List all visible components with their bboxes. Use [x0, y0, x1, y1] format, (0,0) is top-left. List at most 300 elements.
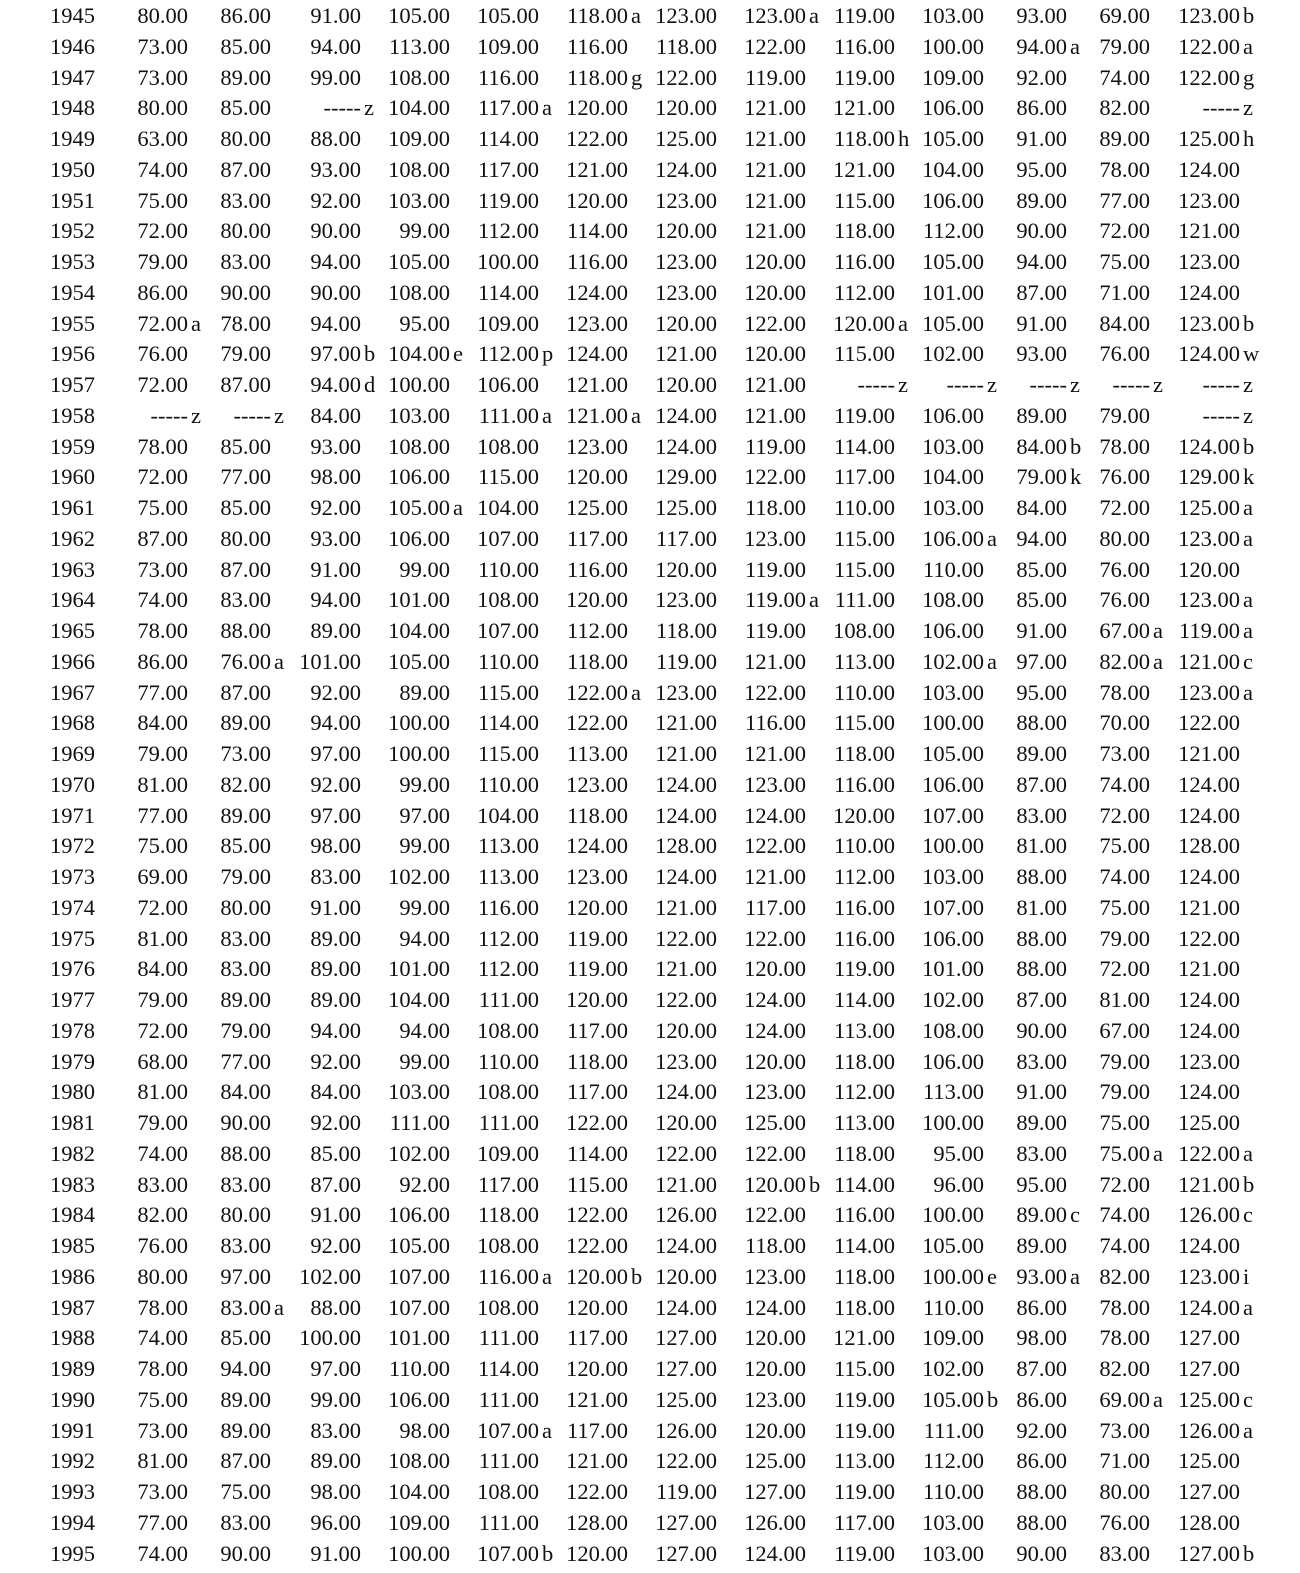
flag-cell: c: [1070, 1202, 1080, 1228]
value-cell: -----: [233, 402, 271, 428]
value-cell: 91.00: [1016, 310, 1067, 336]
flag-cell: [1243, 1107, 1259, 1138]
flag-cell: a: [1153, 648, 1163, 674]
value-cell: 122.00: [744, 1140, 806, 1166]
table-row: [0, 1107, 1300, 1138]
value-cell: 80.00: [137, 3, 188, 28]
value-cell: 115.00: [833, 1356, 895, 1381]
value-cell: 90.00: [220, 279, 271, 305]
flag-cell: [1243, 892, 1259, 923]
value-cell: 78.00: [1099, 156, 1150, 182]
value-cell: 107.00: [477, 525, 539, 551]
value-cell: 93.00: [310, 156, 361, 182]
value-cell: 124.00: [1178, 987, 1240, 1012]
flag-cell: [1243, 861, 1259, 892]
value-cell: 98.00: [310, 464, 361, 490]
value-cell: 107.00: [477, 1417, 539, 1443]
year-cell: 1950: [50, 156, 95, 182]
value-cell: 89.00: [310, 987, 361, 1012]
value-cell: 120.00: [744, 1048, 806, 1074]
value-cell: 106.00: [922, 618, 984, 643]
value-cell: 79.00: [1099, 33, 1150, 59]
table-row: [0, 800, 1300, 831]
value-cell: 74.00: [137, 1140, 188, 1166]
value-cell: 120.00: [833, 802, 895, 828]
value-cell: 122.00: [744, 310, 806, 336]
value-cell: 72.00: [137, 464, 188, 490]
value-cell: 91.00: [310, 1540, 361, 1566]
value-cell: 115.00: [833, 525, 895, 551]
value-cell: 89.00: [220, 1386, 271, 1412]
value-cell: 115.00: [477, 464, 539, 490]
table-row: [0, 338, 1300, 369]
flag-cell: c: [1243, 1202, 1253, 1228]
value-cell: 116.00: [566, 33, 628, 59]
value-cell: 123.00: [1178, 187, 1240, 213]
value-cell: 123.00: [1178, 525, 1240, 551]
value-cell: 89.00: [1099, 126, 1150, 151]
value-cell: 122.00: [744, 925, 806, 951]
value-cell: 116.00: [477, 894, 539, 920]
year-cell: 1977: [50, 987, 95, 1012]
value-cell: 97.00: [399, 802, 450, 828]
value-cell: 112.00: [922, 1448, 984, 1474]
value-cell: 106.00: [388, 525, 450, 551]
value-cell: 120.00: [566, 1263, 628, 1289]
value-cell: 98.00: [310, 833, 361, 859]
value-cell: 83.00: [1016, 802, 1067, 828]
value-cell: 87.00: [1016, 771, 1067, 797]
flag-cell: [1243, 554, 1259, 585]
value-cell: 84.00: [220, 1079, 271, 1105]
year-cell: 1947: [50, 64, 95, 90]
value-cell: 113.00: [833, 1110, 895, 1135]
value-cell: 80.00: [1099, 525, 1150, 551]
value-cell: 87.00: [1016, 1356, 1067, 1381]
flag-cell: a: [1243, 1140, 1253, 1166]
value-cell: 87.00: [220, 1448, 271, 1474]
value-cell: 129.00: [655, 464, 717, 490]
value-cell: 97.00: [220, 1263, 271, 1289]
value-cell: 124.00: [1178, 279, 1240, 305]
value-cell: 84.00: [137, 956, 188, 982]
value-cell: 81.00: [137, 1079, 188, 1105]
value-cell: 85.00: [310, 1140, 361, 1166]
value-cell: 108.00: [388, 1448, 450, 1474]
value-cell: 95.00: [1016, 1171, 1067, 1197]
value-cell: 99.00: [310, 1386, 361, 1412]
value-cell: 78.00: [137, 433, 188, 459]
value-cell: 108.00: [477, 587, 539, 613]
flag-cell: a: [1243, 1417, 1253, 1443]
value-cell: 121.00: [744, 156, 806, 182]
year-cell: 1976: [50, 956, 95, 982]
table-row: [0, 1076, 1300, 1107]
value-cell: 89.00: [220, 802, 271, 828]
value-cell: 94.00: [399, 1017, 450, 1043]
value-cell: 72.00: [1099, 1171, 1150, 1197]
value-cell: 126.00: [1178, 1202, 1240, 1228]
value-cell: 99.00: [399, 218, 450, 244]
value-cell: 109.00: [922, 1325, 984, 1351]
value-cell: 100.00: [477, 249, 539, 274]
value-cell: 124.00: [655, 1294, 717, 1320]
value-cell: 94.00: [220, 1356, 271, 1381]
value-cell: 121.00: [655, 956, 717, 982]
value-cell: 117.00: [566, 1079, 628, 1105]
value-cell: 87.00: [220, 679, 271, 705]
value-cell: 122.00: [744, 33, 806, 59]
flag-cell: a: [631, 679, 641, 705]
flag-cell: a: [542, 1417, 552, 1443]
value-cell: 122.00: [744, 679, 806, 705]
value-cell: 74.00: [137, 1325, 188, 1351]
value-cell: 121.00: [566, 156, 628, 182]
flag-cell: k: [1243, 464, 1255, 490]
value-cell: 104.00: [388, 341, 450, 367]
table-row: [0, 984, 1300, 1015]
value-cell: 83.00: [1099, 1540, 1150, 1566]
value-cell: 118.00: [566, 648, 628, 674]
value-cell: 124.00: [1178, 1233, 1240, 1258]
value-cell: 84.00: [310, 402, 361, 428]
flag-cell: a: [1153, 1386, 1163, 1412]
table-row: [0, 769, 1300, 800]
value-cell: 117.00: [566, 525, 628, 551]
flag-cell: z: [1243, 402, 1253, 428]
value-cell: 105.00: [388, 249, 450, 274]
value-cell: 112.00: [477, 956, 539, 982]
value-cell: 123.00: [655, 187, 717, 213]
flag-cell: b: [1243, 310, 1255, 336]
value-cell: 71.00: [1099, 1448, 1150, 1474]
value-cell: 104.00: [477, 495, 539, 520]
value-cell: 113.00: [833, 648, 895, 674]
value-cell: 117.00: [833, 1509, 895, 1535]
year-cell: 1959: [50, 433, 95, 459]
year-cell: 1982: [50, 1140, 95, 1166]
value-cell: 76.00: [137, 1233, 188, 1258]
value-cell: 108.00: [922, 587, 984, 613]
value-cell: 89.00: [310, 1448, 361, 1474]
value-cell: 124.00: [566, 341, 628, 367]
value-cell: 125.00: [1178, 1386, 1240, 1412]
value-cell: 109.00: [477, 310, 539, 336]
value-cell: 82.00: [220, 771, 271, 797]
value-cell: 115.00: [833, 187, 895, 213]
value-cell: 123.00: [1178, 587, 1240, 613]
value-cell: 75.00: [137, 833, 188, 859]
value-cell: 81.00: [1016, 894, 1067, 920]
value-cell: -----: [1202, 402, 1240, 428]
value-cell: 100.00: [388, 710, 450, 736]
value-cell: 121.00: [744, 187, 806, 213]
flag-cell: h: [1243, 126, 1255, 151]
value-cell: 114.00: [833, 433, 895, 459]
value-cell: 74.00: [1099, 1233, 1150, 1258]
value-cell: 84.00: [1016, 433, 1067, 459]
value-cell: 93.00: [1016, 1263, 1067, 1289]
value-cell: 89.00: [1016, 1233, 1067, 1258]
value-cell: 77.00: [137, 802, 188, 828]
value-cell: 91.00: [310, 1202, 361, 1228]
flag-cell: b: [1243, 1171, 1255, 1197]
value-cell: 108.00: [477, 1294, 539, 1320]
value-cell: 75.00: [137, 187, 188, 213]
value-cell: 123.00: [744, 525, 806, 551]
value-cell: 76.00: [137, 341, 188, 367]
value-cell: 73.00: [1099, 1417, 1150, 1443]
table-row: [0, 123, 1300, 154]
value-cell: 81.00: [1016, 833, 1067, 859]
value-cell: 106.00: [922, 525, 984, 551]
value-cell: 114.00: [833, 987, 895, 1012]
value-cell: 89.00: [220, 1417, 271, 1443]
value-cell: 118.00: [833, 1048, 895, 1074]
flag-cell: [1243, 769, 1259, 800]
value-cell: 115.00: [833, 556, 895, 582]
value-cell: 115.00: [833, 710, 895, 736]
value-cell: 108.00: [477, 1479, 539, 1504]
flag-cell: [1243, 1507, 1259, 1538]
value-cell: 124.00: [655, 433, 717, 459]
value-cell: 97.00: [310, 741, 361, 766]
flag-cell: z: [987, 372, 997, 397]
value-cell: 79.00: [1099, 1079, 1150, 1105]
value-cell: 115.00: [477, 679, 539, 705]
flag-cell: a: [1243, 618, 1253, 643]
value-cell: 76.00: [1099, 1509, 1150, 1535]
value-cell: 120.00: [655, 95, 717, 121]
value-cell: 123.00: [655, 3, 717, 28]
table-row: [0, 431, 1300, 462]
flag-cell: a: [453, 495, 463, 520]
value-cell: 76.00: [1099, 556, 1150, 582]
value-cell: 128.00: [1178, 1509, 1240, 1535]
value-cell: 127.00: [1178, 1479, 1240, 1504]
value-cell: 92.00: [310, 187, 361, 213]
value-cell: 96.00: [933, 1171, 984, 1197]
table-row: [0, 830, 1300, 861]
value-cell: 112.00: [833, 864, 895, 889]
year-cell: 1988: [50, 1325, 95, 1351]
year-cell: 1968: [50, 710, 95, 736]
value-cell: 124.00: [1178, 1079, 1240, 1105]
year-cell: 1987: [50, 1294, 95, 1320]
value-cell: 89.00: [310, 618, 361, 643]
value-cell: 89.00: [220, 64, 271, 90]
value-cell: 73.00: [137, 1479, 188, 1504]
year-cell: 1952: [50, 218, 95, 244]
table-row: [0, 1476, 1300, 1507]
flag-cell: h: [898, 126, 910, 151]
value-cell: 118.00: [566, 1048, 628, 1074]
value-cell: 124.00: [1178, 1017, 1240, 1043]
table-row: [0, 953, 1300, 984]
table-row: [0, 1261, 1300, 1292]
value-cell: 101.00: [922, 956, 984, 982]
value-cell: 127.00: [655, 1509, 717, 1535]
value-cell: 72.00: [137, 894, 188, 920]
flag-cell: [1243, 800, 1259, 831]
value-cell: 123.00: [1178, 3, 1240, 28]
value-cell: 121.00: [833, 156, 895, 182]
value-cell: 80.00: [220, 1202, 271, 1228]
value-cell: 124.00: [1178, 433, 1240, 459]
value-cell: 76.00: [1099, 464, 1150, 490]
value-cell: 75.00: [137, 1386, 188, 1412]
year-cell: 1985: [50, 1233, 95, 1258]
value-cell: 121.00: [1178, 1171, 1240, 1197]
value-cell: 122.00: [744, 464, 806, 490]
table-row: [0, 277, 1300, 308]
value-cell: 86.00: [220, 3, 271, 28]
value-cell: 103.00: [388, 1079, 450, 1105]
value-cell: 127.00: [655, 1325, 717, 1351]
value-cell: 116.00: [833, 249, 895, 274]
value-cell: 97.00: [310, 1356, 361, 1381]
flag-cell: [1243, 246, 1259, 277]
value-cell: 108.00: [833, 618, 895, 643]
value-cell: 121.00: [1178, 741, 1240, 766]
value-cell: 125.00: [1178, 495, 1240, 520]
value-cell: 98.00: [310, 1479, 361, 1504]
value-cell: 114.00: [477, 710, 539, 736]
value-cell: 79.00: [1099, 1048, 1150, 1074]
value-cell: 72.00: [137, 372, 188, 397]
year-cell: 1965: [50, 618, 95, 643]
value-cell: 80.00: [220, 126, 271, 151]
value-cell: 115.00: [477, 741, 539, 766]
value-cell: 85.00: [220, 833, 271, 859]
value-cell: 100.00: [922, 710, 984, 736]
value-cell: 90.00: [1016, 1540, 1067, 1566]
flag-cell: b: [364, 341, 376, 367]
flag-cell: b: [987, 1386, 999, 1412]
value-cell: 88.00: [1016, 1509, 1067, 1535]
value-cell: 127.00: [1178, 1325, 1240, 1351]
value-cell: 89.00: [220, 710, 271, 736]
value-cell: 83.00: [220, 1509, 271, 1535]
flag-cell: a: [1153, 1140, 1163, 1166]
value-cell: 123.00: [744, 1386, 806, 1412]
year-cell: 1961: [50, 495, 95, 520]
value-cell: 119.00: [833, 3, 895, 28]
year-cell: 1946: [50, 33, 95, 59]
value-cell: 78.00: [137, 1294, 188, 1320]
value-cell: 120.00: [655, 372, 717, 397]
value-cell: 80.00: [220, 894, 271, 920]
value-cell: 92.00: [310, 1110, 361, 1135]
value-cell: 112.00: [833, 279, 895, 305]
value-cell: 90.00: [1016, 1017, 1067, 1043]
value-cell: 124.00: [655, 402, 717, 428]
value-cell: 83.00: [1016, 1140, 1067, 1166]
value-cell: 91.00: [310, 894, 361, 920]
year-cell: 1966: [50, 648, 95, 674]
value-cell: 79.00: [1016, 464, 1067, 490]
value-cell: 94.00: [310, 587, 361, 613]
value-cell: 99.00: [399, 556, 450, 582]
value-cell: -----: [1202, 372, 1240, 397]
flag-cell: c: [1243, 648, 1253, 674]
table-row: [0, 1046, 1300, 1077]
value-cell: 121.00: [744, 95, 806, 121]
flag-cell: a: [542, 402, 552, 428]
value-cell: 101.00: [922, 279, 984, 305]
value-cell: 111.00: [478, 402, 539, 428]
value-cell: 110.00: [922, 1294, 984, 1320]
value-cell: 72.00: [1099, 802, 1150, 828]
value-cell: 123.00: [744, 3, 806, 28]
value-cell: 103.00: [388, 187, 450, 213]
value-cell: 126.00: [655, 1417, 717, 1443]
value-cell: 121.00: [566, 372, 628, 397]
value-cell: 90.00: [220, 1540, 271, 1566]
value-cell: 121.00: [655, 894, 717, 920]
value-cell: 119.00: [833, 1386, 895, 1412]
value-cell: 124.00: [655, 864, 717, 889]
flag-cell: z: [1243, 95, 1253, 121]
value-cell: 110.00: [477, 1048, 539, 1074]
value-cell: 106.00: [922, 187, 984, 213]
value-cell: 87.00: [1016, 279, 1067, 305]
value-cell: 110.00: [922, 1479, 984, 1504]
value-cell: 105.00: [922, 249, 984, 274]
value-cell: 108.00: [477, 1079, 539, 1105]
value-cell: 88.00: [220, 618, 271, 643]
value-cell: 125.00: [1178, 126, 1240, 151]
value-cell: 89.00: [310, 956, 361, 982]
value-cell: 126.00: [1178, 1417, 1240, 1443]
value-cell: 107.00: [477, 1540, 539, 1566]
value-cell: 102.00: [299, 1263, 361, 1289]
table-row: [0, 369, 1300, 400]
value-cell: 105.00: [922, 126, 984, 151]
value-cell: 120.00: [655, 1017, 717, 1043]
value-cell: 121.00: [1178, 218, 1240, 244]
value-cell: 120.00: [744, 1356, 806, 1381]
value-cell: 113.00: [922, 1079, 984, 1105]
value-cell: 105.00: [388, 3, 450, 28]
value-cell: 101.00: [388, 1325, 450, 1351]
value-cell: 102.00: [922, 1356, 984, 1381]
flag-cell: a: [1070, 1263, 1080, 1289]
value-cell: 73.00: [137, 556, 188, 582]
year-cell: 1962: [50, 525, 95, 551]
value-cell: 121.00: [1178, 956, 1240, 982]
table-row: [0, 707, 1300, 738]
table-row: [0, 246, 1300, 277]
value-cell: 103.00: [922, 1540, 984, 1566]
flag-cell: a: [631, 3, 641, 28]
value-cell: 120.00: [566, 95, 628, 121]
value-cell: 120.00: [566, 987, 628, 1012]
value-cell: 111.00: [389, 1110, 450, 1135]
value-cell: 78.00: [137, 1356, 188, 1381]
value-cell: 79.00: [1099, 925, 1150, 951]
value-cell: 92.00: [1016, 64, 1067, 90]
value-cell: 74.00: [1099, 771, 1150, 797]
year-cell: 1973: [50, 864, 95, 889]
value-cell: 105.00: [477, 3, 539, 28]
flag-cell: z: [364, 95, 374, 121]
value-cell: 89.00: [310, 925, 361, 951]
value-cell: 91.00: [310, 556, 361, 582]
value-cell: 76.00: [1099, 587, 1150, 613]
value-cell: 87.00: [310, 1171, 361, 1197]
flag-cell: z: [1243, 372, 1253, 397]
